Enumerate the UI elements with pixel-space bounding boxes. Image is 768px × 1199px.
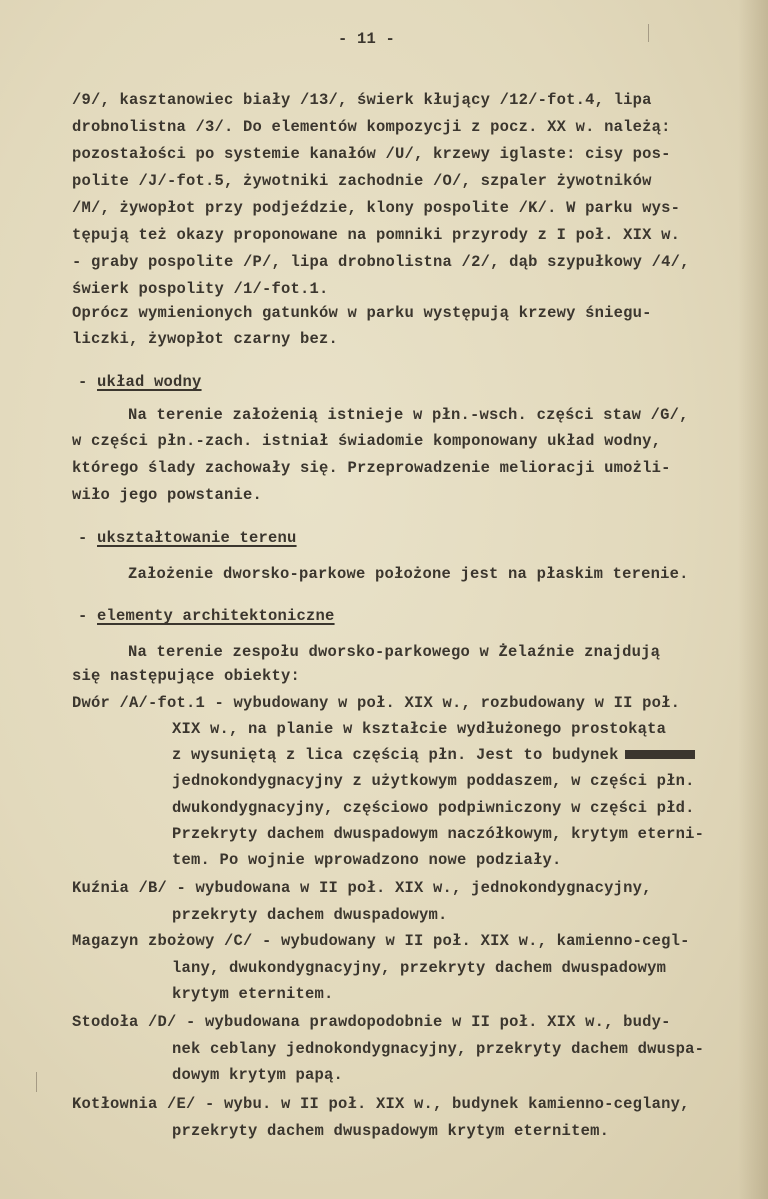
heading-title: elementy architektoniczne <box>97 607 335 625</box>
text-line: w części płn.-zach. istniał świadomie komponowany układ wodny, <box>72 432 662 450</box>
object-entry-forge: Kuźnia /B/ - wybudowana w II poł. XIX w., jednokondygnacyjny, <box>72 879 652 897</box>
text-line: lany, dwukondygnacyjny, przekryty dachem dwuspadowym <box>172 959 667 977</box>
heading-dash: - <box>78 373 98 391</box>
text-line: Oprócz wymienionych gatunków w parku występują krzewy śniegu- <box>72 304 652 322</box>
text-line: tem. Po wojnie wprowadzono nowe podziały. <box>172 851 562 869</box>
text-line: jednokondygnacyjny z użytkowym poddaszem, w części płn. <box>172 772 695 790</box>
heading-title: układ wodny <box>97 373 202 391</box>
heading-dash: - <box>78 529 98 547</box>
text-line-part: z wysuniętą z lica częścią płn. Jest to budynek <box>172 746 619 764</box>
page-number: - 11 - <box>338 30 396 48</box>
text-line: świerk pospolity /1/-fot.1. <box>72 280 329 298</box>
section-heading-architecture <box>78 607 335 625</box>
text-line: dwukondygnacyjny, częściowo podpiwniczony w części płd. <box>172 799 695 817</box>
text-line: drobnolistna /3/. Do elementów kompozycji z pocz. XX w. należą: <box>72 118 671 136</box>
text-line: polite /J/-fot.5, żywotniki zachodnie /O/, szpaler żywotników <box>72 172 652 190</box>
text-line: /M/, żywopłot przy podjeździe, klony pospolite /K/. W parku wys- <box>72 199 681 217</box>
heading-dash: - <box>78 607 98 625</box>
object-entry-barn: Stodoła /D/ - wybudowana prawdopodobnie w II poł. XIX w., budy- <box>72 1013 671 1031</box>
object-entry-granary: Magazyn zbożowy /C/ - wybudowany w II poł. XIX w., kamienno-cegl- <box>72 932 690 950</box>
text-line: którego ślady zachowały się. Przeprowadzenie melioracji umożli- <box>72 459 671 477</box>
text-line: XIX w., na planie w kształcie wydłużonego prostokąta <box>172 720 667 738</box>
text-line: pozostałości po systemie kanałów /U/, krzewy iglaste: cisy pos- <box>72 145 671 163</box>
text-line: przekryty dachem dwuspadowym krytym eternitem. <box>172 1122 610 1140</box>
text-line <box>172 746 695 764</box>
text-line: krytym eternitem. <box>172 985 334 1003</box>
text-line: /9/, kasztanowiec biały /13/, świerk kłujący /12/-fot.4, lipa <box>72 91 652 109</box>
section-heading-water <box>78 373 202 391</box>
paper-scratch-mark <box>648 24 649 42</box>
text-line: się następujące obiekty: <box>72 667 301 685</box>
text-line: wiło jego powstanie. <box>72 486 263 504</box>
text-line: Na terenie zespołu dworsko-parkowego w Żelaźnie znajdują <box>128 643 661 661</box>
paper-scratch-mark <box>36 1072 37 1092</box>
text-line: przekryty dachem dwuspadowym. <box>172 906 448 924</box>
typewriter-strikeout <box>625 750 695 759</box>
text-line: dowym krytym papą. <box>172 1066 344 1084</box>
text-line: nek ceblany jednokondygnacyjny, przekryty dachem dwuspa- <box>172 1040 705 1058</box>
object-entry-manor: Dwór /A/-fot.1 - wybudowany w poł. XIX w., rozbudowany w II poł. <box>72 694 681 712</box>
page-edge-shadow <box>738 0 768 1199</box>
text-line: tępują też okazy proponowane na pomniki przyrody z I poł. XIX w. <box>72 226 681 244</box>
text-line: Przekryty dachem dwuspadowym naczółkowym, krytym eterni- <box>172 825 705 843</box>
object-entry-boiler-house: Kotłownia /E/ - wybu. w II poł. XIX w., budynek kamienno-ceglany, <box>72 1095 690 1113</box>
text-line: Na terenie założenią istnieje w płn.-wsch. części staw /G/, <box>128 406 689 424</box>
section-heading-terrain <box>78 529 297 547</box>
text-line: Założenie dworsko-parkowe położone jest na płaskim terenie. <box>128 565 689 583</box>
heading-title: ukształtowanie terenu <box>97 529 297 547</box>
text-line: - graby pospolite /P/, lipa drobnolistna /2/, dąb szypułkowy /4/, <box>72 253 690 271</box>
text-line: liczki, żywopłot czarny bez. <box>72 330 339 348</box>
